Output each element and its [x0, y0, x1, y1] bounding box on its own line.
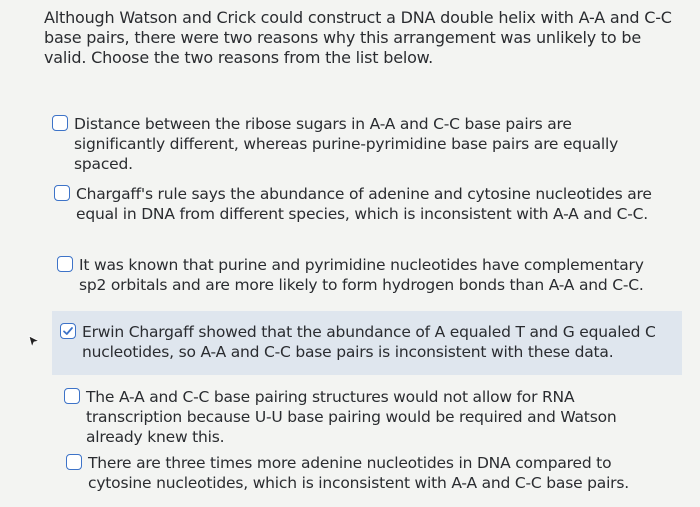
checkbox-option-4[interactable] — [60, 323, 76, 339]
answer-option-3-label: It was known that purine and pyrimidine nucleotides have complementary sp2 orbitals and are more likely to form hydrogen bonds than A-A and C-C. — [79, 256, 644, 294]
answer-option-4-label: Erwin Chargaff showed that the abundance of A equaled T and G equaled C nucleotides, so A-A and C-C base pairs is inconsistent with these data. — [82, 323, 656, 361]
checkbox-option-2[interactable] — [54, 185, 70, 201]
answer-option-1[interactable] — [52, 114, 662, 174]
checkbox-option-3[interactable] — [57, 256, 73, 272]
answer-option-2-label: Chargaff's rule says the abundance of adenine and cytosine nucleotides are equal in DNA from different species, which is inconsistent with A-A and C-C. — [76, 185, 652, 223]
question-text: Although Watson and Crick could construct a DNA double helix with A-A and C-C base pairs, there were two reasons why this arrangement was unlikely to be valid. Choose the two reasons from the list below. — [44, 8, 672, 67]
checkbox-option-1[interactable] — [52, 115, 68, 131]
answer-option-3[interactable] — [57, 255, 662, 295]
answer-option-5[interactable] — [64, 387, 664, 447]
answer-option-6[interactable] — [66, 453, 666, 493]
checkmark-icon — [62, 325, 74, 337]
answer-option-4[interactable] — [52, 311, 682, 375]
mouse-cursor-icon — [28, 335, 40, 349]
answer-option-5-label: The A-A and C-C base pairing structures would not allow for RNA transcription because U-U base pairing would be required and Watson already knew this. — [86, 388, 617, 446]
answer-option-2[interactable] — [54, 184, 654, 224]
checkbox-option-5[interactable] — [64, 388, 80, 404]
answer-option-1-label: Distance between the ribose sugars in A-A and C-C base pairs are significantly different, whereas purine-pyrimidine base pairs are equally spaced. — [74, 115, 619, 173]
checkbox-option-6[interactable] — [66, 454, 82, 470]
answer-option-6-label: There are three times more adenine nucleotides in DNA compared to cytosine nucleotides, which is inconsistent with A-A and C-C base pairs. — [88, 454, 629, 492]
